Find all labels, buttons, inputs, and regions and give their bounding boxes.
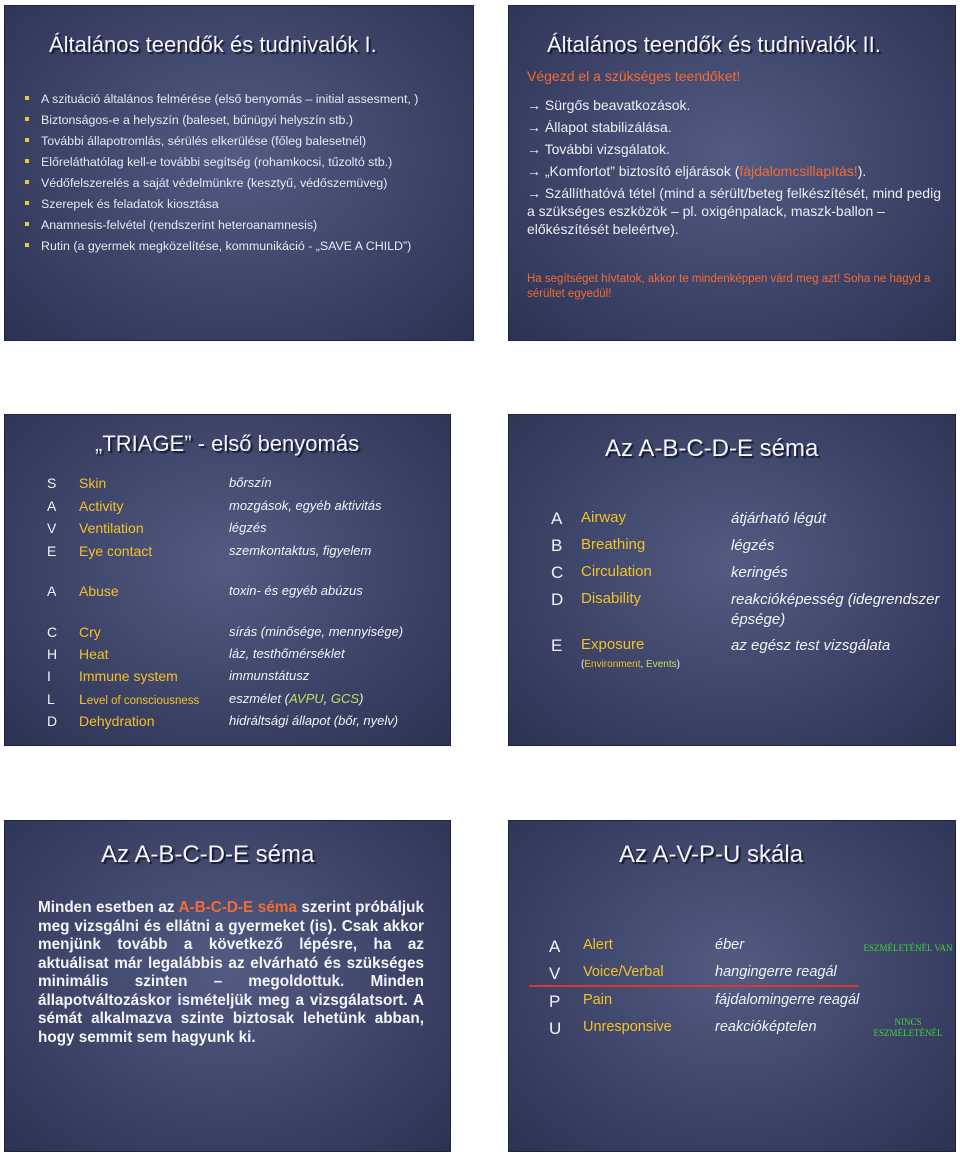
table-row: A Activity mozgások, egyéb aktivitás (47, 498, 382, 514)
slide-abcde-text (4, 820, 451, 1152)
list-item: Szerepek és feladatok kiosztása (23, 197, 453, 212)
steps-list (527, 96, 947, 242)
slide-title: Az A-V-P-U skála (619, 841, 804, 868)
list-item: → Szállíthatóvá tétel (mind a sérült/beteg felkészítését, mind pedig a szükséges eszközök – pl. oxigénpalack, maszk-ballon – előkészítését beleértve). (527, 185, 941, 237)
bullet-list (23, 92, 453, 260)
bullet-icon (25, 159, 29, 163)
slide-body-text: Minden esetben az A-B-C-D-E séma szerint próbáljuk meg vizsgálni és ellátni a gyermeket (is). Csak akkor menjünk tovább a következő lépésre, ha az aktuálisat már legalábbis az elvárható és szükséges minimális szinten – megoldottuk. Minden állapotváltozáskor ismételjük meg a vizsgálatsort. A sémát alkalmazva szinte biztosak lehetünk abban, hogy semmit sem hagyunk ki. (38, 899, 425, 1046)
slide-abcde: Az A-B-C-D-E séma A Airway átjárható légút B Breathing légzés C Circulation keringés D Disability reakcióképesség (idegrendszer épsége) E Exposure az egész test vizsgálata (Environment, Events) (508, 414, 956, 746)
bullet-icon (25, 117, 29, 121)
bullet-icon (25, 201, 29, 205)
list-item: → Sürgős beavatkozások. (527, 97, 691, 113)
slide-title: Az A-B-C-D-E séma (101, 841, 315, 868)
divider-line (529, 985, 859, 987)
list-item: → További vizsgálatok. (527, 141, 670, 157)
table-row: C Cry sírás (minősége, mennyisége) (47, 624, 404, 640)
unconscious-label: NINCS ESZMÉLETÉNÉL (873, 1017, 943, 1038)
highlight-text: fájdalomcsillapítás! (739, 163, 858, 179)
page-number: 13 (430, 330, 438, 339)
list-item: → „Komfortot” biztosító eljárások (fájdalomcsillapítás!). (527, 163, 867, 179)
slide-title: Az A-B-C-D-E séma (605, 435, 819, 462)
list-item: Védőfelszerelés a saját védelmünkre (kesztyű, védőszemüveg) (23, 176, 453, 191)
table-row: E Eye contact szemkontaktus, figyelem (47, 543, 372, 559)
slide-avpu: Az A-V-P-U skála A Alert éber V Voice/Verbal hangingerre reagál P Pain fájdalomingerre reagál U Unresponsive reakcióképtelen ESZMÉLETÉNÉL VAN NINCS ESZMÉLETÉNÉL (508, 820, 956, 1152)
table-row: S Skin bőrszín (47, 475, 272, 491)
list-item: Anamnesis-felvétel (rendszerint heteroanamnesis) (23, 218, 453, 233)
slide-subtitle: Végezd el a szükséges teendőket! (527, 68, 741, 84)
slide-footer-note: Ha segítséget hívtatok, akkor te mindenképpen várd meg azt! Soha ne hagyd a sérültet egyedül! (527, 273, 931, 300)
list-item: A szituáció általános felmérése (első benyomás – initial assesment, ) (23, 92, 453, 107)
highlight-text: A-B-C-D-E séma (178, 899, 297, 916)
bullet-icon (25, 222, 29, 226)
slide-title: Általános teendők és tudnivalók II. (547, 32, 881, 57)
list-item: Biztonságos-e a helyszín (baleset, bűnügyi helyszín stb.) (23, 113, 453, 128)
list-item: → Állapot stabilizálása. (527, 119, 672, 135)
table-row: V Ventilation légzés (47, 520, 267, 536)
table-row: H Heat láz, testhőmérséklet (47, 646, 345, 662)
table-row: L Level of consciousness eszmélet (AVPU, GCS) (47, 691, 364, 707)
conscious-label: ESZMÉLETÉNÉL VAN (863, 943, 953, 953)
slide-title: „TRIAGE” - első benyomás (95, 431, 360, 456)
slide-triage (4, 414, 451, 746)
bullet-icon (25, 243, 29, 247)
slide-general-tasks-2 (508, 5, 956, 341)
bullet-icon (25, 138, 29, 142)
list-item: Rutin (a gyermek megközelítése, kommunikáció - „SAVE A CHILD”) (23, 239, 453, 254)
table-row: I Immune system immunstátusz (47, 668, 310, 684)
list-item: Előreláthatólag kell-e további segítség (rohamkocsi, tűzoltó stb.) (23, 155, 453, 170)
bullet-icon (25, 180, 29, 184)
page-number: 18 (934, 1142, 942, 1151)
list-item: További állapotromlás, sérülés elkerülése (főleg balesetnél) (23, 134, 453, 149)
exposure-note: (Environment, Events) (581, 659, 680, 670)
table-row: D Dehydration hidráltsági állapot (bőr, nyelv) (47, 713, 399, 729)
bullet-icon (25, 96, 29, 100)
slide-title: Általános teendők és tudnivalók I. (49, 32, 377, 57)
slide-general-tasks-1 (4, 5, 474, 341)
table-row: A Abuse toxin- és egyéb abúzus (47, 583, 363, 599)
